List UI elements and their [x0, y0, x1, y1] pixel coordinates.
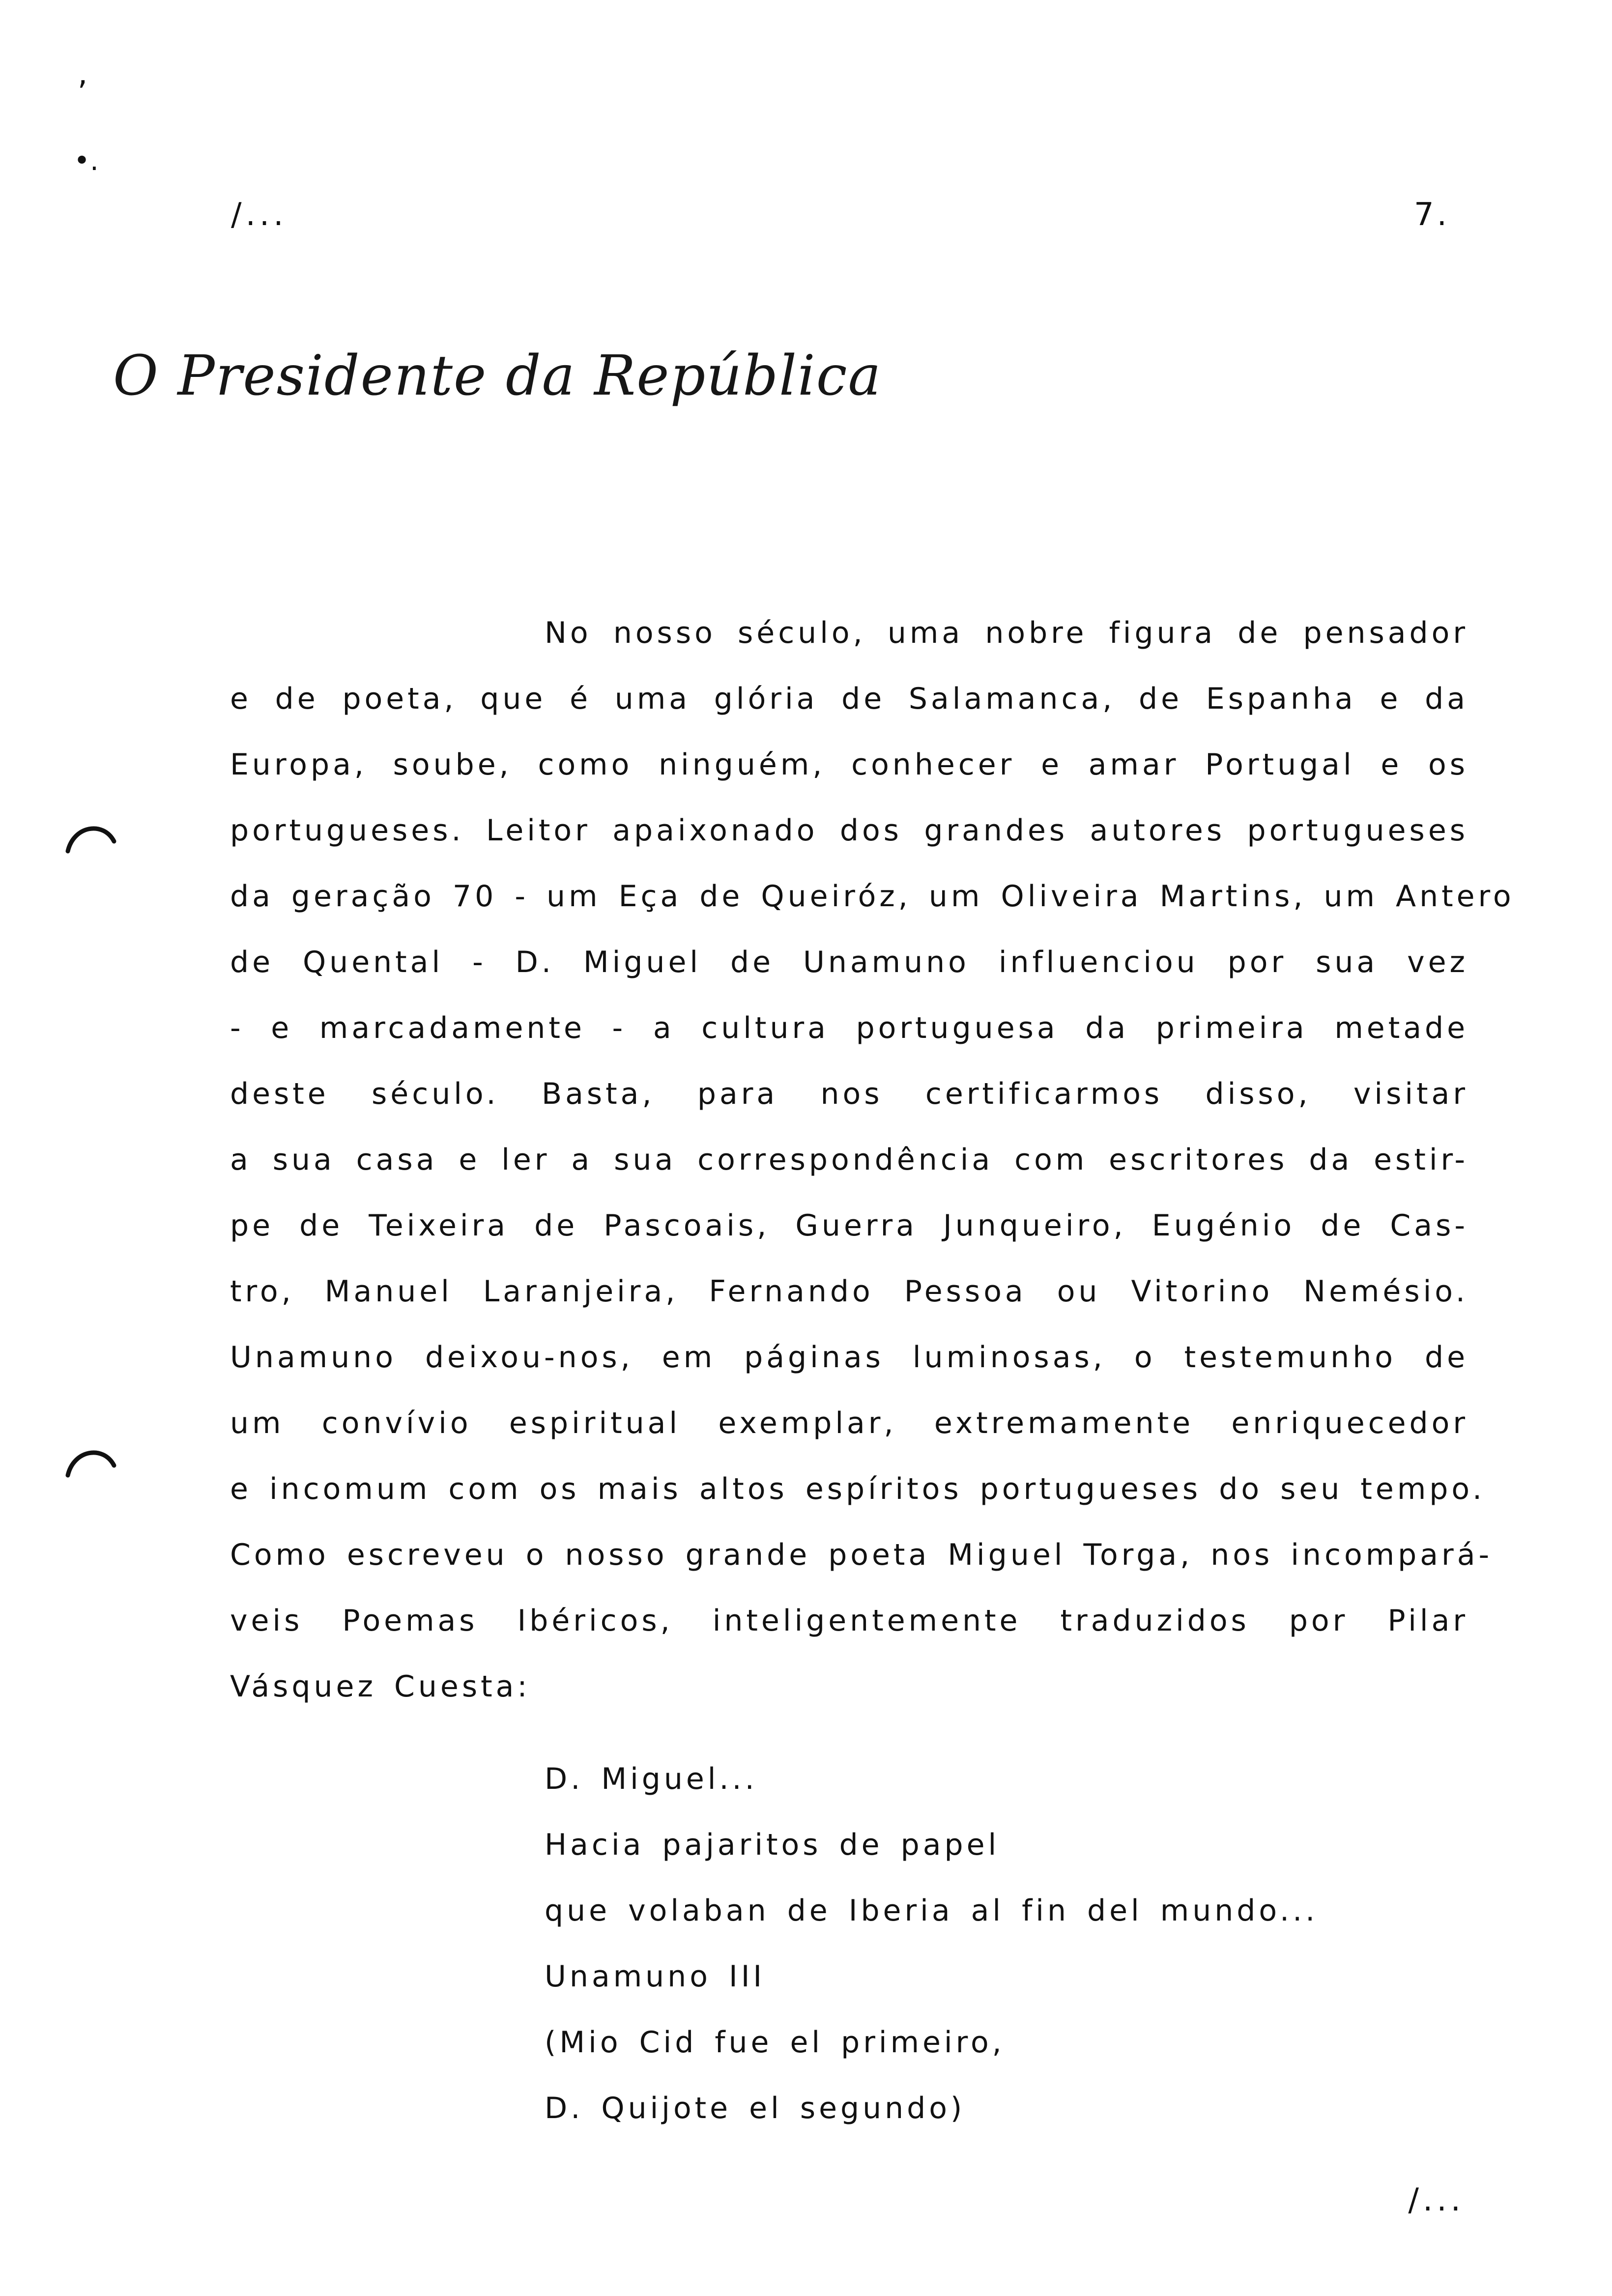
- text-line: - e marcadamente - a cultura portuguesa da primeira metade: [230, 1011, 1468, 1045]
- text-line: deste século. Basta, para nos certificarmos disso, visitar: [230, 1077, 1468, 1111]
- text-line: a sua casa e ler a sua correspondência com escritores da estir-: [230, 1143, 1468, 1177]
- stray-dots: •.: [74, 145, 99, 177]
- text-line: de Quental - D. Miguel de Unamuno influenciou por sua vez: [230, 945, 1468, 979]
- text-line: portugueses. Leitor apaixonado dos grandes autores portugueses: [230, 813, 1468, 848]
- punch-hole-mark-icon: [64, 816, 118, 855]
- footer-continuation-mark: /...: [1408, 2182, 1465, 2218]
- page-number: 7.: [1413, 197, 1450, 233]
- text-line: Europa, soube, como ninguém, conhecer e amar Portugal e os: [230, 747, 1468, 782]
- punch-hole-mark-icon: [64, 1440, 118, 1479]
- text-line: e incomum com os mais altos espíritos portugueses do seu tempo.: [230, 1472, 1486, 1506]
- letterhead-title: O Presidente da República: [113, 344, 882, 408]
- body-paragraph: [230, 613, 1515, 1733]
- verse-quotation: [545, 1759, 1318, 2154]
- text-line: tro, Manuel Laranjeira, Fernando Pessoa ou Vitorino Nemésio.: [230, 1274, 1468, 1309]
- verse-line: Unamuno III: [545, 1959, 766, 1994]
- text-line: No nosso século, uma nobre figura de pensador: [545, 616, 1468, 650]
- verse-line: D. Quijote el segundo): [545, 2091, 966, 2125]
- verse-line: que volaban de Iberia al fin del mundo...: [545, 1894, 1319, 1928]
- verse-line: (Mio Cid fue el primeiro,: [545, 2025, 1005, 2060]
- verse-line: Hacia pajaritos de papel: [545, 1828, 1000, 1862]
- text-line: Unamuno deixou-nos, em páginas luminosas, o testemunho de: [230, 1340, 1468, 1375]
- text-line: da geração 70 - um Eça de Queiróz, um Oliveira Martins, um Antero: [230, 879, 1515, 914]
- stray-mark: ,: [78, 56, 88, 92]
- text-line: um convívio espiritual exemplar, extremamente enriquecedor: [230, 1406, 1468, 1440]
- text-line: Vásquez Cuesta:: [230, 1669, 531, 1704]
- text-line: pe de Teixeira de Pascoais, Guerra Junqueiro, Eugénio de Cas-: [230, 1208, 1468, 1243]
- header-continuation-mark: /...: [231, 197, 288, 233]
- verse-line: D. Miguel...: [545, 1762, 758, 1796]
- text-line: Como escreveu o nosso grande poeta Miguel Torga, nos incompará-: [230, 1538, 1493, 1572]
- text-line: e de poeta, que é uma glória de Salamanca, de Espanha e da: [230, 682, 1468, 716]
- text-line: veis Poemas Ibéricos, inteligentemente traduzidos por Pilar: [230, 1604, 1468, 1638]
